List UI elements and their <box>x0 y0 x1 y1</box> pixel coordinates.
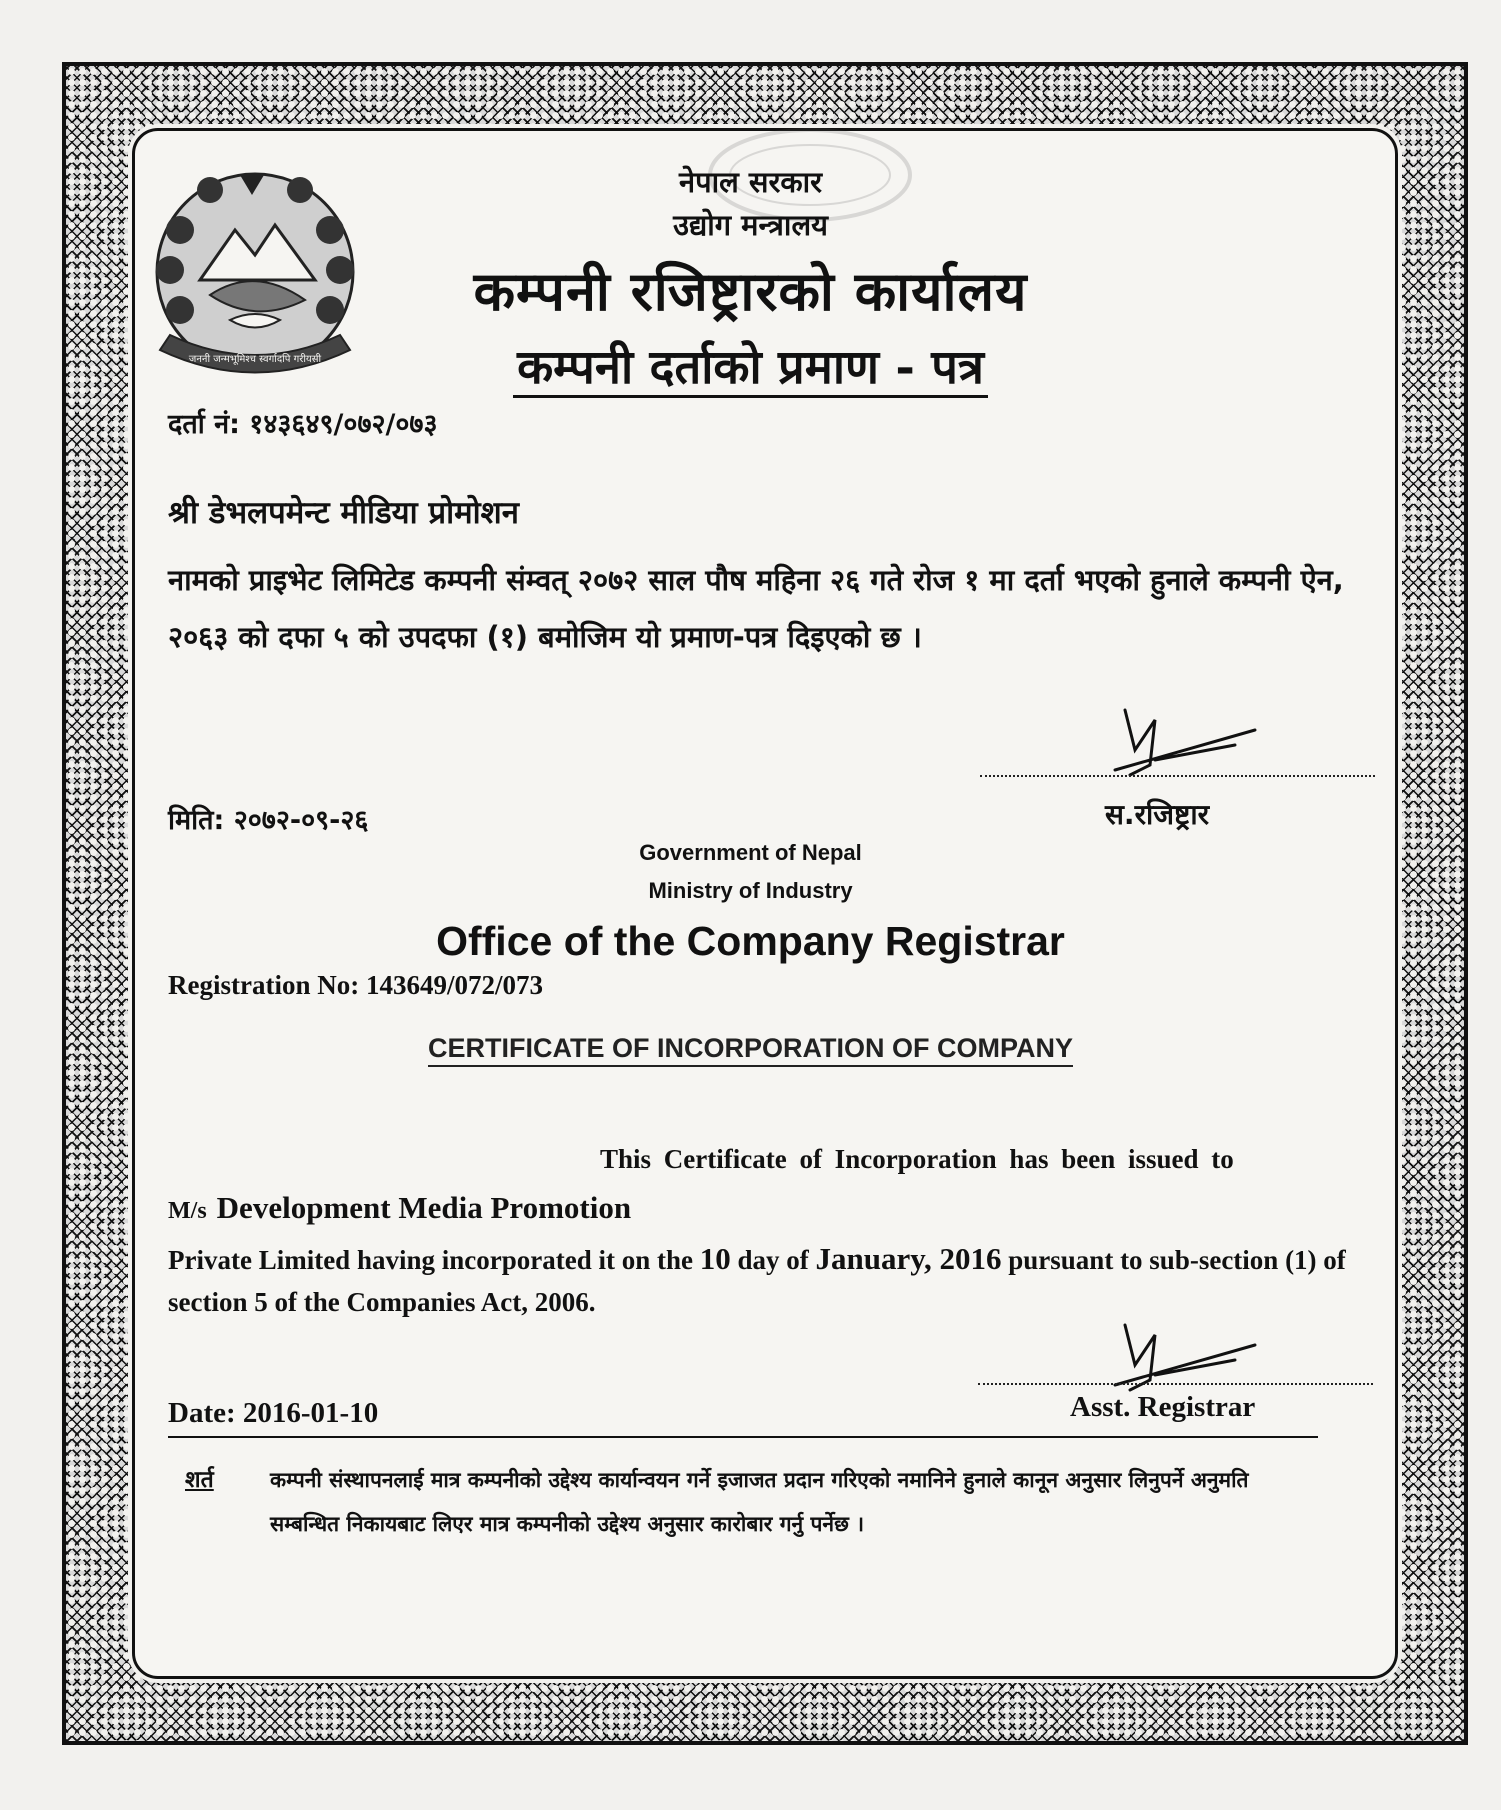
english-certificate-title-text: CERTIFICATE OF INCORPORATION OF COMPANY <box>428 1033 1073 1067</box>
nepali-office-heading: कम्पनी रजिष्ट्रारको कार्यालय <box>473 259 1028 323</box>
english-registration-number: Registration No: 143649/072/073 <box>168 970 543 1000</box>
issued-to-text: This Certificate of Incorporation has been issued to <box>600 1144 1234 1174</box>
signature-line <box>980 775 1375 777</box>
divider <box>168 1436 1318 1438</box>
nepali-company-name: श्री डेभलपमेन्ट मीडिया प्रोमोशन <box>168 495 519 531</box>
body-day: 10 <box>699 1241 731 1276</box>
condition-text: कम्पनी संस्थापनलाई मात्र कम्पनीको उद्देश्य कार्यान्वयन गर्ने इजाजत प्रदान गरिएको नमानिने हुनाले कानून अनुसार लिनुपर्ने अनुमति सम्बन्धित निकायबाट लिएर मात्र कम्पनीको उद्देश्य अनुसार कारोबार गर्नु पर्नेछ । <box>270 1468 1249 1536</box>
english-office-heading: Office of the Company Registrar <box>436 918 1065 964</box>
nepali-certificate-title-text: कम्पनी दर्ताको प्रमाण - पत्र <box>513 340 988 398</box>
nepali-certificate-title <box>0 333 1501 397</box>
emblem-motto: जननी जन्मभूमिश्च स्वर्गादपि गरीयसी <box>188 354 322 365</box>
english-registrar-title: Asst. Registrar <box>1070 1391 1256 1423</box>
english-company-name: Development Media Promotion <box>216 1190 632 1225</box>
body-part1: Private Limited having incorporated it on the <box>168 1245 700 1275</box>
english-government-heading: Government of Nepal <box>639 840 862 865</box>
ms-prefix: M/s <box>168 1198 207 1224</box>
body-month-year: January, 2016 <box>815 1241 1002 1276</box>
condition-label: शर्त <box>185 1467 214 1493</box>
body-part2: day of <box>730 1245 816 1275</box>
nepali-government-heading: नेपाल सरकार <box>679 165 822 199</box>
signature-line-2 <box>978 1383 1373 1385</box>
nepali-registration-number: दर्ता नं: १४३६४९/०७२/०७३ <box>168 409 438 440</box>
registrar-signature-icon <box>1095 690 1265 800</box>
body-part3: pursuant to sub-section (1) of section 5 of the Companies Act, 2006. <box>168 1245 1346 1317</box>
nepali-ministry-heading: उद्योग मन्त्रालय <box>673 208 828 242</box>
english-ministry-heading: Ministry of Industry <box>648 878 853 903</box>
nepali-certificate-body: नामको प्राइभेट लिमिटेड कम्पनी संम्वत् २०७२ साल पौष महिना २६ गते रोज १ मा दर्ता भएको हुनाले कम्पनी ऐन, २०६३ को दफा ५ को उपदफा (१) बमोजिम यो प्रमाण-पत्र दिइएको छ । <box>168 563 1344 654</box>
english-date: Date: 2016-01-10 <box>168 1397 379 1429</box>
nepali-date: मिति: २०७२-०९-२६ <box>168 805 369 836</box>
nepali-registrar-title: स.रजिष्ट्रार <box>1105 798 1210 831</box>
english-certificate-title <box>0 1033 1501 1064</box>
company-name-line <box>168 1190 631 1226</box>
